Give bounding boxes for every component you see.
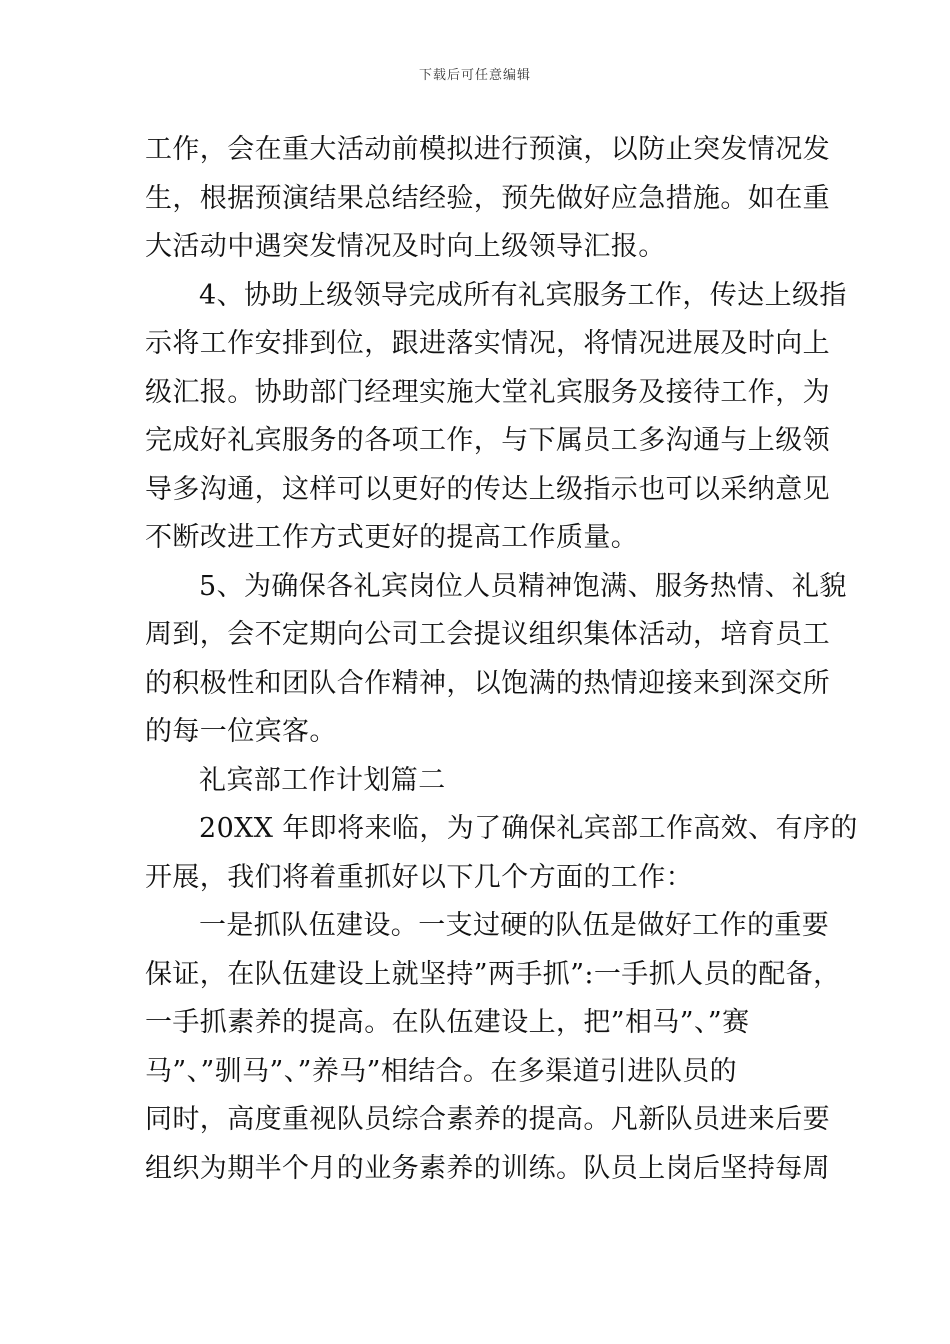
paragraph-continuation xyxy=(145,126,830,272)
text-line: 的每一位宾客。 xyxy=(145,716,337,747)
text-line: 大活动中遇突发情况及时向上级领导汇报。 xyxy=(145,231,666,262)
text-line: 生，根据预演结果总结经验，预先做好应急措施。如在重 xyxy=(145,182,830,214)
text-line: 20XX 年即将来临，为了确保礼宾部工作高效、有序的 xyxy=(199,813,858,844)
text-line: 的积极性和团队合作精神，以饱满的热情迎接来到深交所 xyxy=(145,667,830,699)
text-line: 不断改进工作方式更好的提高工作质量。 xyxy=(145,522,639,553)
text-line: 5、为确保各礼宾岗位人员精神饱满、服务热情、礼貌 xyxy=(199,570,847,602)
text-line: 工作，会在重大活动前模拟进行预演，以防止突发情况发 xyxy=(145,134,830,165)
text-line: 级汇报。协助部门经理实施大堂礼宾服务及接待工作，为 xyxy=(145,376,830,408)
text-line: 周到，会不定期向公司工会提议组织集体活动，培育员工 xyxy=(145,619,830,650)
paragraph-intro xyxy=(145,805,858,902)
paragraph-item-5 xyxy=(145,563,847,757)
text-line: 一手抓素养的提高。在队伍建设上，把”相马”、”赛 xyxy=(145,1007,750,1038)
paragraph-item-4 xyxy=(145,272,847,563)
text-line: 同时，高度重视队员综合素养的提高。凡新队员进来后要 xyxy=(145,1104,830,1135)
text-line: 马”、”驯马”、”养马”相结合。在多渠道引进队员的 xyxy=(145,1055,738,1087)
text-line: 4、协助上级领导完成所有礼宾服务工作，传达上级指 xyxy=(199,279,847,311)
text-line: 示将工作安排到位，跟进落实情况，将情况进展及时向上 xyxy=(145,328,830,359)
section-heading xyxy=(145,757,815,806)
paragraph-team-building xyxy=(145,902,841,1193)
text-line: 一是抓队伍建设。一支过硬的队伍是做好工作的重要 xyxy=(199,910,830,941)
text-line: 完成好礼宾服务的各项工作，与下属员工多沟通与上级领 xyxy=(145,425,830,456)
document-body xyxy=(145,126,858,1193)
text-line: 导多沟通，这样可以更好的传达上级指示也可以采纳意见 xyxy=(145,473,830,505)
text-line: 组织为期半个月的业务素养的训练。队员上岗后坚持每周 xyxy=(145,1152,830,1184)
page-header: 下载后可任意编辑 xyxy=(418,68,531,83)
heading-text: 礼宾部工作计划篇二 xyxy=(199,764,446,796)
text-line: 保证，在队伍建设上就坚持”两手抓”:一手抓人员的配备， xyxy=(145,958,841,990)
text-line: 开展，我们将着重抓好以下几个方面的工作： xyxy=(145,861,693,893)
